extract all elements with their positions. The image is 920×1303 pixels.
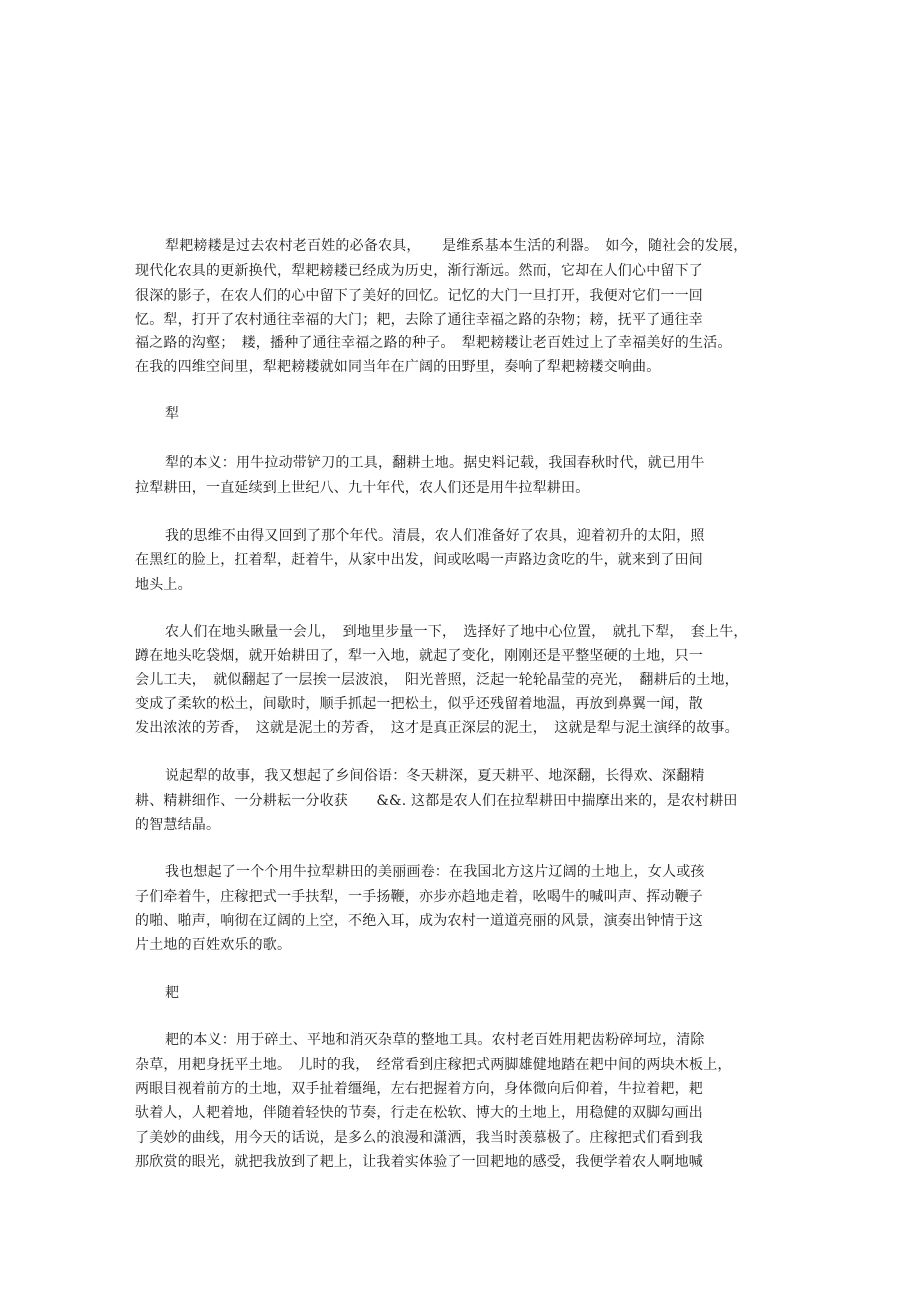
li-plowing-line: 蹲在地头吃袋烟，就开始耕田了，犁一入地，就起了变化，刚刚还是平整坚硬的土地，只一 (135, 648, 703, 664)
li-proverbs-line: 的智慧结晶。 (135, 817, 221, 833)
li-painting-line: 我也想起了一个个用牛拉犁耕田的美丽画卷：在我国北方这片辽阔的土地上，女人或孩 (165, 864, 705, 880)
intro-line: 在我的四维空间里，犁耙耪耧就如同当年在广阔的田野里，奏响了犁耙耪耧交响曲。 (135, 359, 661, 375)
li-painting-line: 的啪、啪声，响彻在辽阔的上空，不绝入耳，成为农村一道道亮丽的风景，演奏出钟情于这 (135, 913, 703, 929)
li-plowing-line: 变成了柔软的松土，间歇时，顺手抓起一把松土，似乎还残留着地温，再放到鼻翼一闻，散 (135, 696, 703, 712)
li-memory-line: 地头上。 (135, 577, 192, 593)
ba-meaning-line: 了美妙的曲线，用今天的话说，是多么的浪漫和潇洒，我当时羡慕极了。庄稼把式们看到我 (135, 1130, 703, 1146)
section-heading-ba: 耙 (165, 985, 180, 1001)
li-proverbs-line: 说起犁的故事，我又想起了乡间俗语：冬天耕深，夏天耕平、地深翻，长得欢、深翻精 (165, 768, 705, 784)
intro-line: 犁耙耪耧是过去农村老百姓的必备农具， 是维系基本生活的利器。 如今，随社会的发展， (165, 238, 748, 254)
li-painting-line: 子们牵着牛，庄稼把式一手扶犁，一手扬鞭，亦步亦趋地走着，吆喝牛的喊叫声、挥动鞭子 (135, 889, 703, 905)
li-painting-line: 片土地的百姓欢乐的歌。 (135, 937, 292, 953)
intro-line: 忆。犁，打开了农村通往幸福的大门；耙，去除了通往幸福之路的杂物；耪，抚平了通往幸 (135, 312, 703, 328)
li-proverbs-line: 耕、精耕细作、一分耕耘一分收获 &&. 这都是农人们在拉犁耕田中揣摩出来的，是农村耕田 (135, 793, 738, 809)
li-memory-line: 我的思维不由得又回到了那个年代。清晨，农人们准备好了农具，迎着初升的太阳，照 (165, 528, 705, 544)
intro-line: 现代化农具的更新换代，犁耙耪耧已经成为历史，渐行渐远。然而，它却在人们心中留下了 (135, 263, 703, 279)
ba-meaning-line: 那欣赏的眼光，就把我放到了耙上，让我着实体验了一回耙地的感受，我便学着农人啊地喊 (135, 1154, 703, 1170)
li-meaning-line: 拉犁耕田，一直延续到上世纪八、九十年代，农人们还是用牛拉犁耕田。 (135, 480, 590, 496)
li-plowing-line: 农人们在地头瞅量一会儿， 到地里步量一下， 选择好了地中心位置， 就扎下犁， 套上牛， (165, 624, 748, 640)
li-plowing-line: 会儿工夫， 就似翻起了一层挨一层波浪， 阳光普照，泛起一轮轮晶莹的亮光， 翻耕后的土地， (135, 672, 739, 688)
li-meaning-line: 犁的本义：用牛拉动带铲刀的工具，翻耕土地。据史料记载，我国春秋时代，就已用牛 (165, 455, 705, 471)
ba-meaning-line: 驮着人，人耙着地，伴随着轻快的节奏，行走在松软、博大的土地上，用稳健的双脚勾画出 (135, 1105, 703, 1121)
li-plowing-line: 发出浓浓的芳香， 这就是泥土的芳香， 这才是真正深层的泥土， 这就是犁与泥土演绎的故事。 (135, 720, 739, 736)
ba-meaning-line: 耙的本义：用于碎土、平地和消灭杂草的整地工具。农村老百姓用耙齿粉碎坷垃，清除 (165, 1032, 705, 1048)
intro-line: 福之路的沟壑； 耧，播种了通往幸福之路的种子。 犁耙耪耧让老百姓过上了幸福美好的生活。 (135, 335, 732, 351)
section-heading-li: 犁 (165, 406, 180, 422)
li-memory-line: 在黑红的脸上，扛着犁，赶着牛，从家中出发，间或吆喝一声路边贪吃的牛，就来到了田间 (135, 552, 703, 568)
ba-meaning-line: 杂草，用耙身抚平土地。 儿时的我， 经常看到庄稼把式两脚雄健地踏在耙中间的两块木板上， (135, 1057, 732, 1073)
intro-line: 很深的影子，在农人们的心中留下了美好的回忆。记忆的大门一旦打开，我便对它们一一回 (135, 288, 703, 304)
ba-meaning-line: 两眼目视着前方的土地，双手扯着缰绳，左右把握着方向，身体微向后仰着，牛拉着耙，耙 (135, 1081, 703, 1097)
